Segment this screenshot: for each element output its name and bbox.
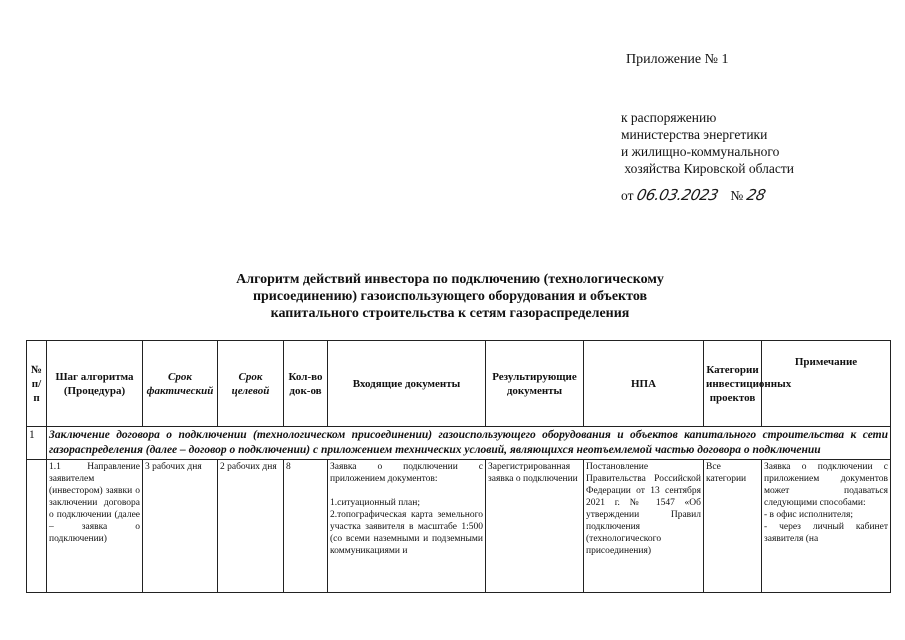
handwritten-number: 28 xyxy=(745,186,768,204)
order-line: хозяйства Кировской области xyxy=(621,161,794,176)
result-docs-cell: Зарегистрированная заявка о подключении xyxy=(486,460,584,593)
table-row xyxy=(27,460,891,593)
incoming-item: 2.топографическая карта земельного участка заявителя в масштабе 1:500 (со всеми наземными и подземными коммуникациями и xyxy=(330,510,483,556)
algorithm-table xyxy=(26,340,891,593)
section-number: 1 xyxy=(27,427,47,460)
order-line: к распоряжению xyxy=(621,110,717,125)
step-cell: 1.1 Направление заявителем (инвестором) заявки о заключении договора о подключении (далее – заявка о подключении) xyxy=(47,460,143,593)
header-incoming-docs: Входящие документы xyxy=(328,341,486,427)
header-npa: НПА xyxy=(584,341,704,427)
header-investor-categories: Категории инвестиционных проектов xyxy=(704,341,762,427)
order-line: министерства энергетики xyxy=(621,127,768,142)
incoming-item: 1.ситуационный план; xyxy=(330,498,420,508)
actual-term-cell: 3 рабочих дня xyxy=(143,460,218,593)
number-prefix: № xyxy=(730,188,744,203)
header-actual-term: Срок фактический xyxy=(143,341,218,427)
note-item: - в офис исполнителя; xyxy=(764,510,854,520)
note-intro: Заявка о подключении с приложением документов может подаваться следующими способами: xyxy=(764,462,888,508)
header-step: Шаг алгоритма (Процедура) xyxy=(47,341,143,427)
doc-count-cell: 8 xyxy=(284,460,328,593)
header-doc-count: Кол-во док-ов xyxy=(284,341,328,427)
order-reference xyxy=(621,109,794,177)
handwritten-date: 06.03.2023 xyxy=(635,186,721,204)
header-target-term: Срок целевой xyxy=(218,341,284,427)
incoming-docs-cell xyxy=(328,460,486,593)
header-num: № п/п xyxy=(27,341,47,427)
date-prefix: от xyxy=(621,188,634,203)
incoming-intro: Заявка о подключении с приложением документов: xyxy=(330,462,483,484)
note-item: - через личный кабинет заявителя (на xyxy=(764,522,888,544)
document-title-line: капитального строительства к сетям газораспределения xyxy=(270,306,630,321)
note-cell xyxy=(762,460,891,593)
section-title: Заключение договора о подключении (технологическом присоединении) газоиспользующего оборудования и объектов капитального строительства к сети газораспределения (далее – договор о подключении) с приложением технических условий, являющихся неотъемлемой частью договора о подключении xyxy=(47,427,891,460)
table-header-row xyxy=(27,341,891,427)
investor-categories-cell: Все категории xyxy=(704,460,762,593)
document-title-line: Алгоритм действий инвестора по подключению (технологическому xyxy=(236,272,664,287)
header-note: Примечание xyxy=(762,341,891,427)
document-title-line: присоединению) газоиспользующего оборудования и объектов xyxy=(252,289,648,304)
header-result-docs: Результирующие документы xyxy=(486,341,584,427)
section-row xyxy=(27,427,891,460)
npa-cell: Постановление Правительства Российской Федерации от 13 сентября 2021 г. № 1547 «Об утверждении Правил подключения (технологического присоединения) xyxy=(584,460,704,593)
target-term-cell: 2 рабочих дня xyxy=(218,460,284,593)
appendix-title: Приложение № 1 xyxy=(626,52,729,67)
row-num-cell xyxy=(27,460,47,593)
order-line: и жилищно-коммунального xyxy=(621,144,780,159)
order-date-line xyxy=(621,186,768,204)
document-title xyxy=(200,271,700,322)
